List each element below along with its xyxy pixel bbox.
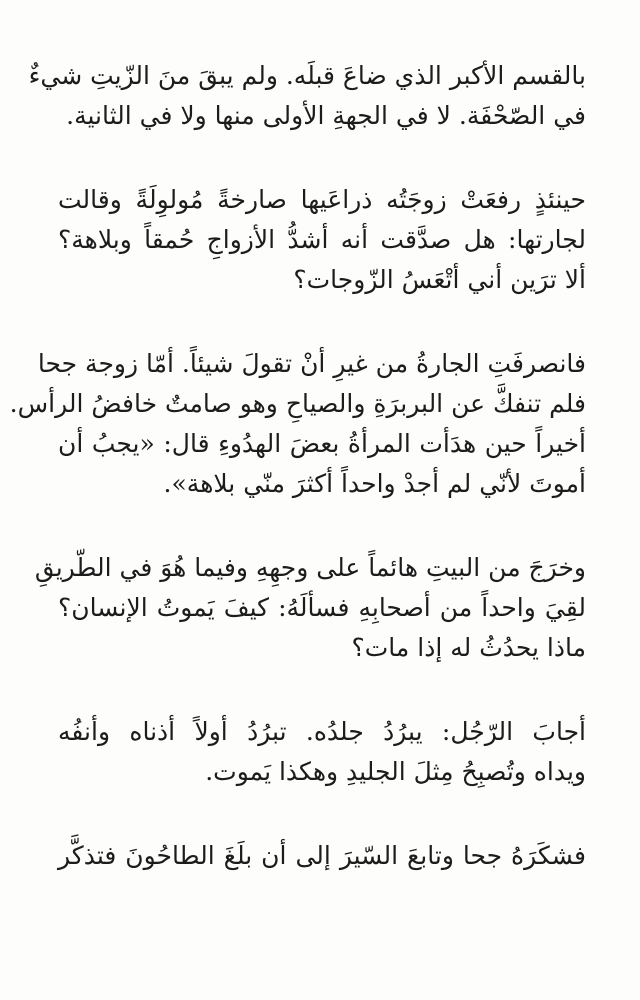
text-line: لجارتها: هل صدَّقت أنه أشدُّ الأزواجِ حُمقاً وبلاهة؟ bbox=[58, 225, 586, 254]
text-line: وخرَجَ من البيتِ هائماً على وجهِهِ وفيما هُوَ في الطّريقِ bbox=[34, 553, 586, 582]
text-line: حينئذٍ رفعَتْ زوجَتُه ذراعَيها صارخةً مُولوِلَةً وقالت bbox=[58, 185, 586, 214]
text-line: أخيراً حين هدَأت المرأةُ بعضَ الهدُوءِ قال: «يجبُ أن bbox=[58, 429, 586, 458]
paragraph-5 bbox=[58, 712, 586, 792]
paragraph-2 bbox=[58, 180, 586, 300]
text-line: فلم تنفكَّ عن البربرَةِ والصياحِ وهو صامتٌ خافضُ الرأس. bbox=[9, 389, 586, 418]
text-line: أجابَ الرّجُل: يبرُدُ جلدُه. تبرُدُ أولاً أذناه وأنفُه bbox=[58, 717, 586, 746]
text-line: لقِيَ واحداً من أصحابِهِ فسألَهُ: كيفَ يَموتُ الإنسان؟ bbox=[58, 593, 586, 622]
text-line: ماذا يحدُثُ له إذا مات؟ bbox=[351, 633, 586, 662]
paragraph-6 bbox=[58, 836, 586, 876]
text-line: ألا ترَين أني أتْعَسُ الزّوجات؟ bbox=[293, 265, 586, 294]
text-line: ويداه وتُصبِحُ مِثلَ الجليدِ وهكذا يَموت. bbox=[205, 757, 586, 786]
paragraph-1 bbox=[28, 56, 586, 136]
text-line: بالقسم الأكبر الذي ضاعَ قبلَه. ولم يبقَ منَ الزّيتِ شيءٌ bbox=[28, 61, 586, 90]
paragraph-4 bbox=[34, 548, 586, 668]
text-line: فشكَرَهُ جحا وتابعَ السّيرَ إلى أن بلَغَ الطاحُونَ فتذكَّر bbox=[58, 841, 586, 870]
text-line: في الصّحْفَة. لا في الجهةِ الأولى منها ولا في الثانية. bbox=[66, 101, 586, 130]
paragraph-3 bbox=[9, 344, 586, 504]
text-line: فانصرفَتِ الجارةُ من غيرِ أنْ تقولَ شيئاً. أمّا زوجة جحا bbox=[37, 349, 586, 378]
text-line: أموتَ لأنّي لم أجدْ واحداً أكثرَ منّي بلاهة». bbox=[163, 469, 586, 498]
